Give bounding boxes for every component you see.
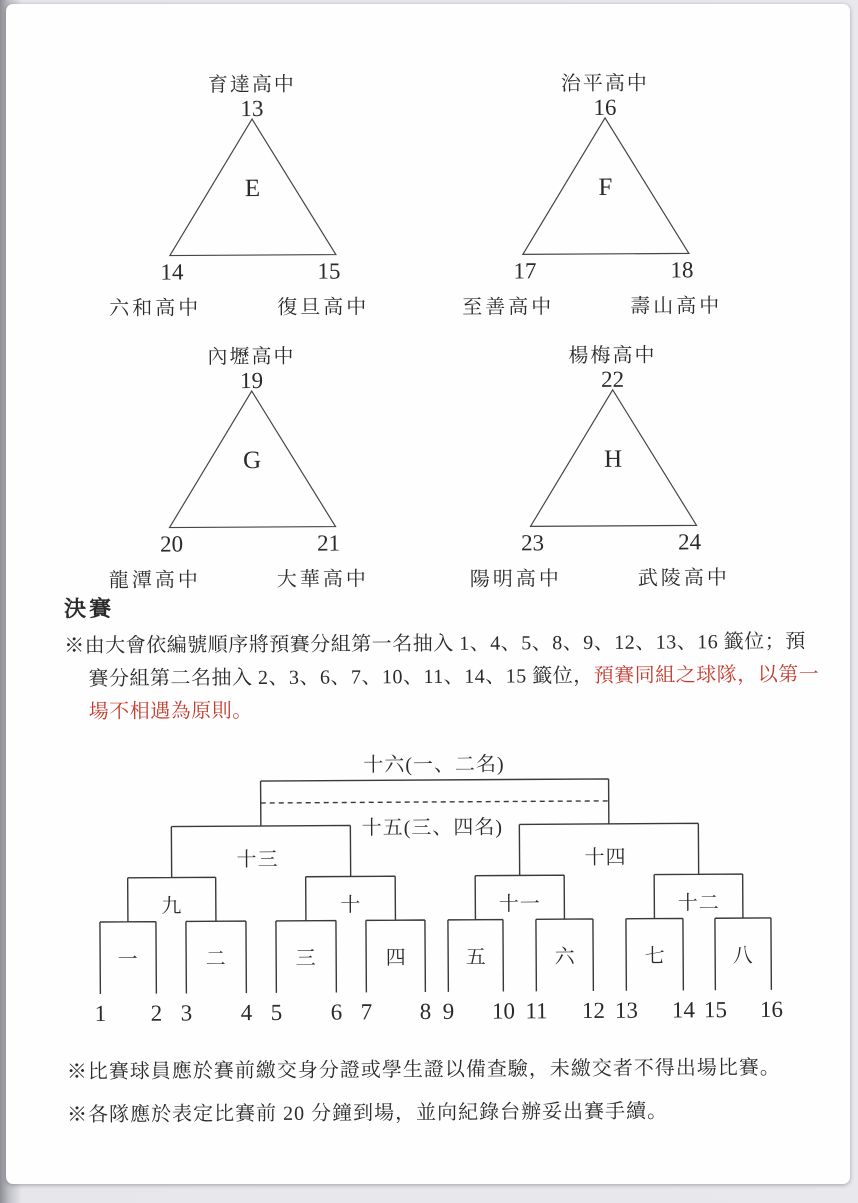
group-g-letter: G [243,447,262,475]
group-g-top-team-name: 內壢高中 [207,345,296,369]
seeding-note-line2-red: 預賽同組之球隊，以第一 [593,663,820,687]
group-h-letter: H [604,445,623,473]
group-f-top-team-name: 治平高中 [560,72,649,96]
group-e-right-team-name: 復旦高中 [277,296,370,319]
bracket-slot-4: 4 [240,1000,253,1026]
bracket-slot-3: 3 [180,1000,193,1026]
quarterfinal-1-label: 九 [161,895,183,918]
seeding-note-line1: ※由大會依編號順序將預賽分組第一名抽入 1、4、5、8、9、12、13、16 籤位；預 [64,630,806,658]
page-content [2,1,853,1186]
group-e-right-team-seed: 15 [317,258,341,284]
bracket-slot-1: 1 [94,1000,107,1027]
group-g-left-team-name: 龍潭高中 [108,569,201,592]
group-e-top-team-seed: 13 [240,95,264,122]
quarterfinal-4-label: 十二 [677,892,720,915]
group-e-top-team-name: 育達高中 [207,73,296,97]
seeding-note-line3: 場不相遇為原則。 [88,700,253,724]
finals-heading: 決賽 [63,595,115,622]
group-h-right-team-seed: 24 [678,529,702,555]
bracket-slot-7: 7 [360,999,373,1025]
group-f-left-team-name: 至善高中 [462,296,555,319]
bracket-slot-8: 8 [419,998,432,1025]
group-g-right-team-seed: 21 [317,530,341,556]
group-h-top-team-name: 楊梅高中 [568,344,657,368]
round1-game-8-label: 八 [732,945,754,968]
document-page [6,4,850,1184]
group-f-right-team-name: 壽山高中 [630,295,723,318]
round1-game-2-label: 二 [205,948,227,971]
round1-game-6-label: 六 [554,946,576,969]
bracket-slot-6: 6 [330,999,343,1025]
group-f-left-team-seed: 17 [513,258,537,284]
group-e-letter: E [244,175,261,203]
bracket-slot-11: 11 [525,998,548,1024]
final-game-label: 十六(一、二名) [363,753,505,777]
group-h-left-team-seed: 23 [521,530,545,556]
round1-game-3-label: 三 [295,947,317,970]
quarterfinal-2-label: 十 [340,894,362,917]
bracket-slot-14: 14 [671,997,696,1023]
quarterfinal-3-label: 十一 [498,893,541,916]
group-f-letter: F [598,173,613,201]
third-place-game-label: 十五(三、四名) [361,816,504,840]
bracket-slot-10: 10 [491,998,516,1024]
bracket-slot-9: 9 [442,998,455,1024]
group-f-right-team-seed: 18 [670,257,694,283]
footer-note-1: ※比賽球員應於賽前繳交身分證或學生證以備查驗，未繳交者不得出場比賽。 [66,1056,781,1084]
bracket-slot-15: 15 [703,997,728,1023]
round1-game-5-label: 五 [465,946,487,969]
group-h-top-team-seed: 22 [601,366,625,392]
round1-game-7-label: 七 [644,945,666,968]
group-g-right-team-name: 大華高中 [276,568,369,591]
bracket-slot-16: 16 [759,996,784,1022]
group-g-left-team-seed: 20 [160,531,184,557]
group-f-top-team-seed: 16 [593,94,617,120]
seeding-note-line2-black: 賽分組第二名抽入 2、3、6、7、10、11、14、15 籤位， [88,664,594,691]
third-place-dashed-line [261,801,609,803]
round1-game-1-label: 一 [117,948,139,971]
group-e-left-team-seed: 14 [160,259,184,285]
group-g-top-team-seed: 19 [240,367,264,394]
bracket-slot-12: 12 [581,997,606,1024]
group-h-left-team-name: 陽明高中 [469,568,562,591]
bracket-slot-5: 5 [270,999,283,1025]
footer-note-2: ※各隊應於表定比賽前 20 分鐘到場，並向紀錄台辦妥出賽手續。 [67,1100,669,1127]
group-h-right-team-name: 武陵高中 [637,567,730,590]
bracket-slot-13: 13 [614,997,639,1023]
round1-game-4-label: 四 [385,947,407,970]
semifinal-2-label: 十四 [584,846,627,870]
bracket-slot-2: 2 [150,1000,163,1026]
semifinal-1-label: 十三 [236,848,279,872]
group-e-left-team-name: 六和高中 [109,297,202,320]
